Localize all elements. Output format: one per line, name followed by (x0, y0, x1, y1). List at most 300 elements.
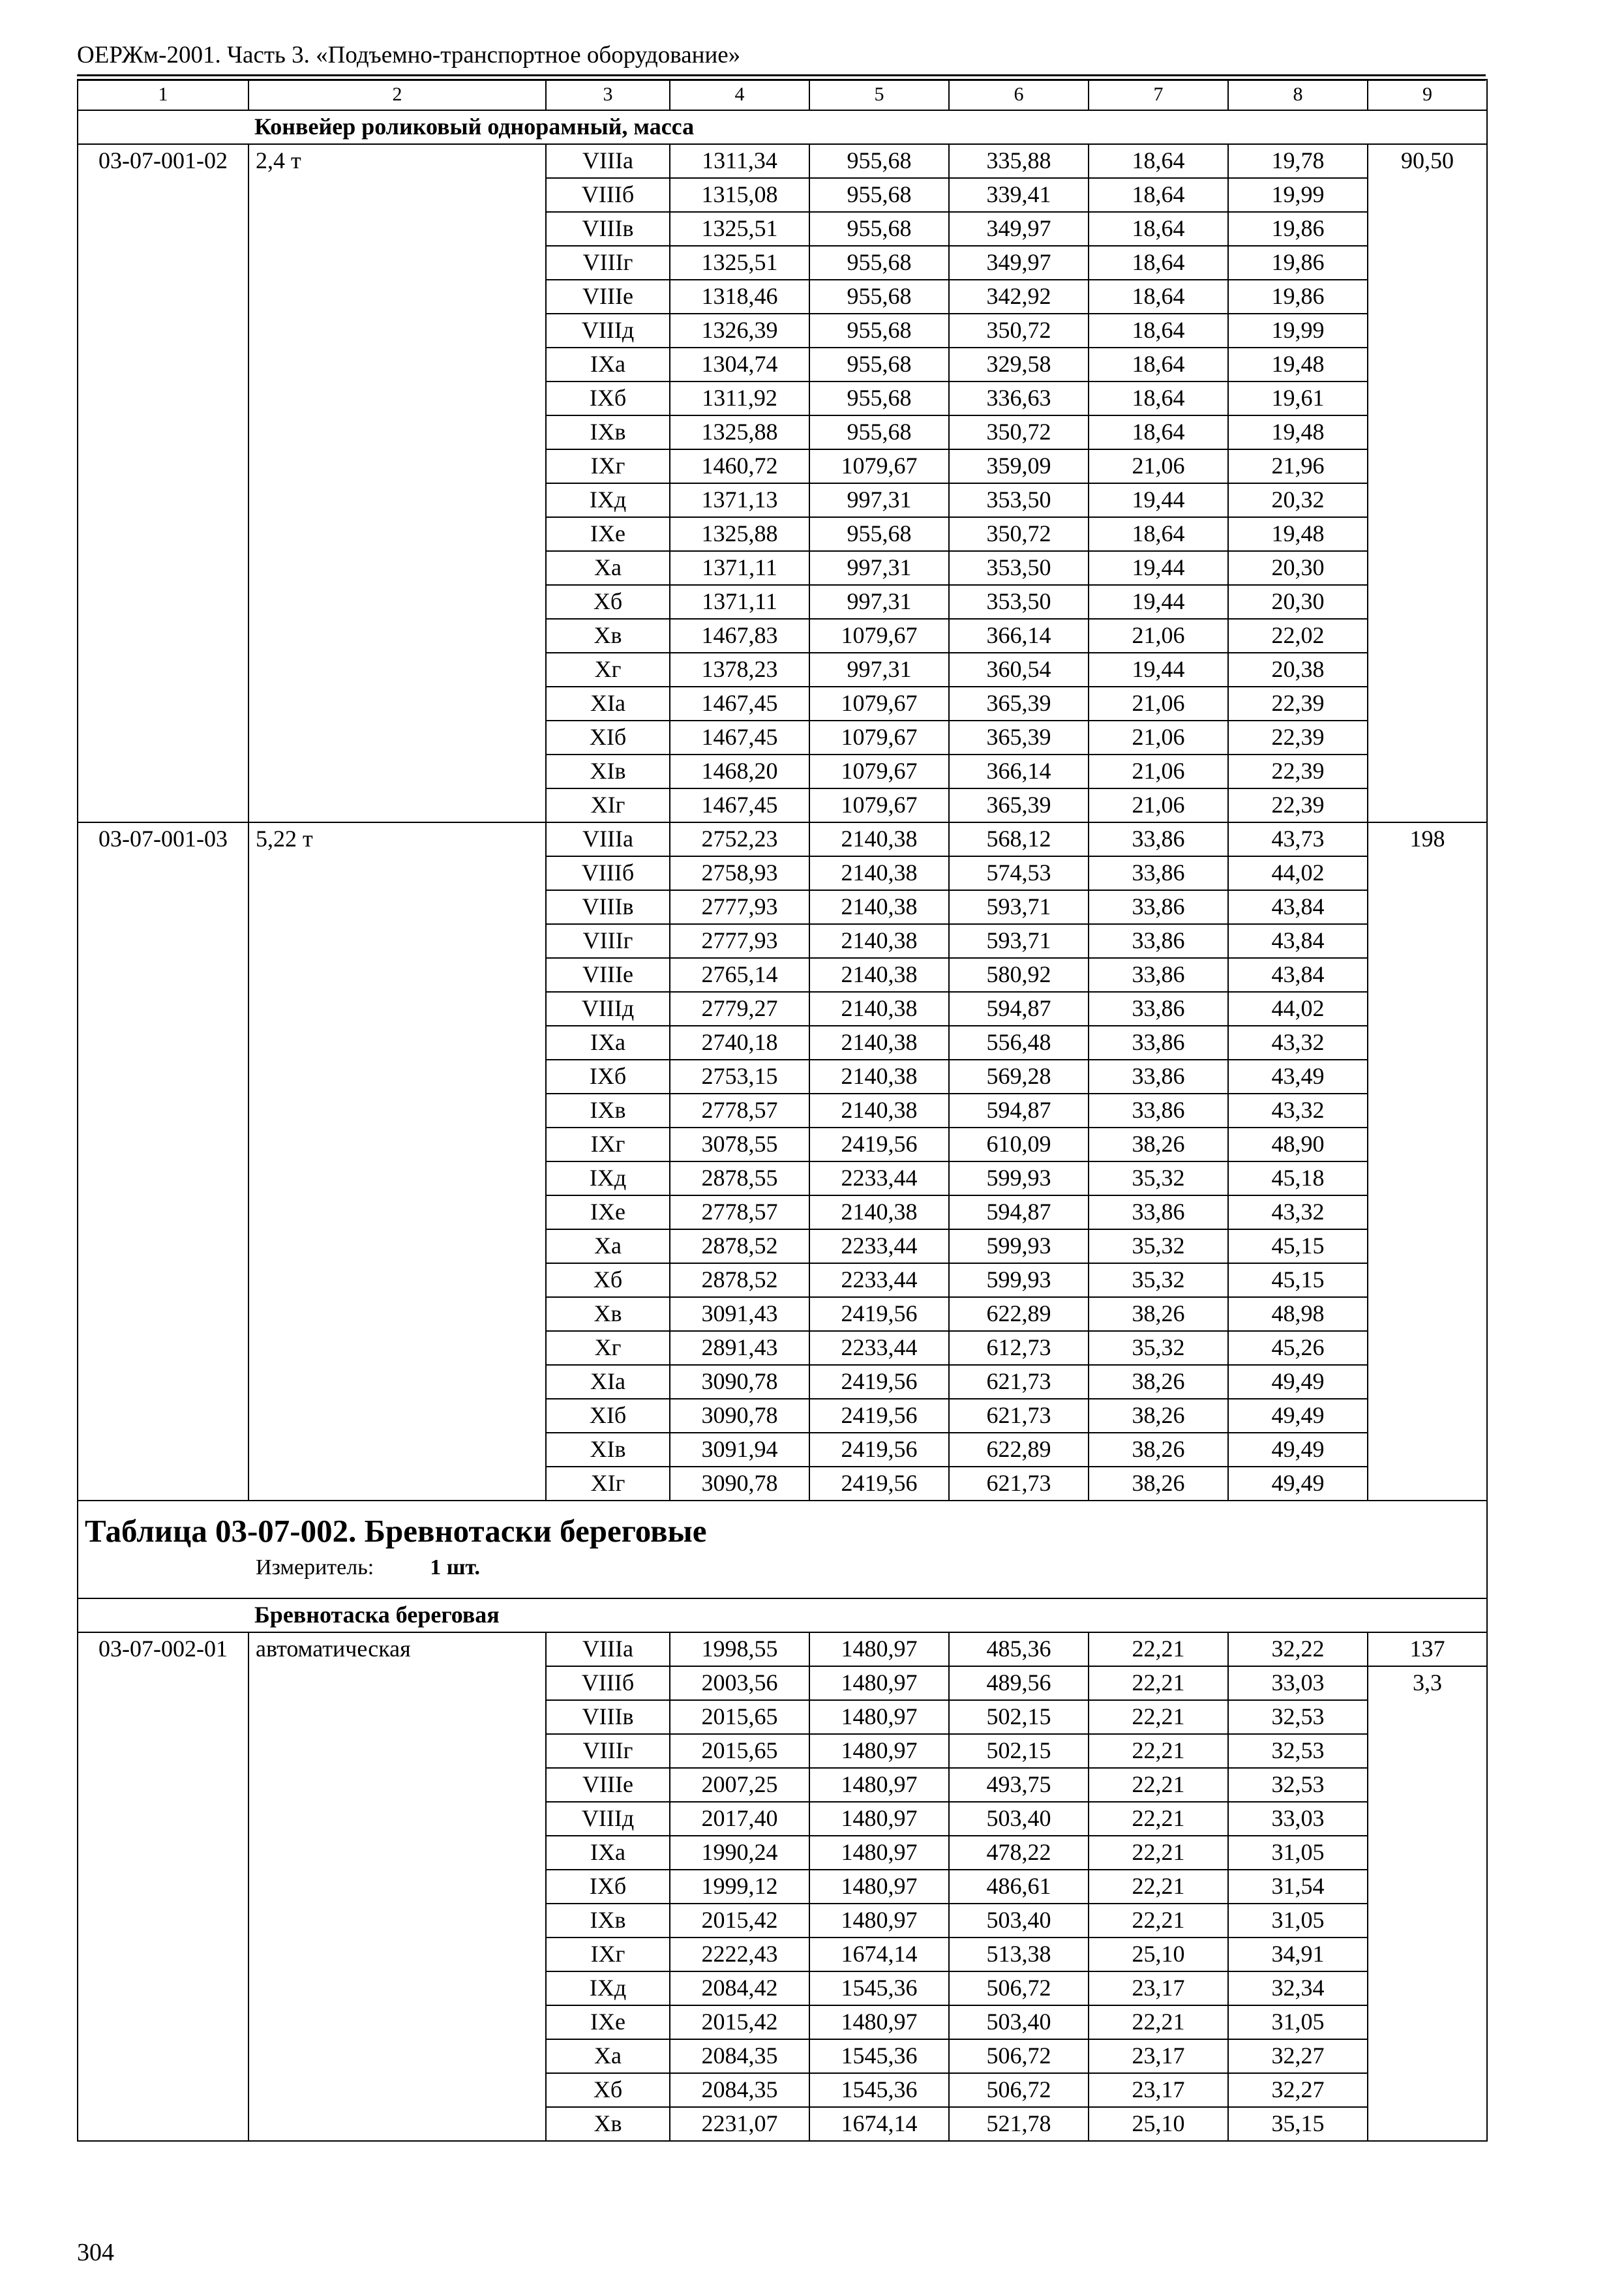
zone-cell: VIIIг (546, 246, 670, 280)
value-cell: 18,64 (1089, 212, 1228, 246)
value-cell: 48,90 (1228, 1128, 1368, 1161)
value-cell: 2015,65 (670, 1734, 809, 1768)
value-cell: 22,21 (1089, 1734, 1228, 1768)
value-cell: 366,14 (949, 619, 1089, 653)
zone-cell: VIIIб (546, 856, 670, 890)
value-cell: 335,88 (949, 144, 1089, 178)
value-cell: 45,15 (1228, 1229, 1368, 1263)
section-row (78, 110, 1487, 144)
value-cell: 622,89 (949, 1297, 1089, 1331)
rate-code: 03-07-002-01 (78, 1632, 248, 2141)
zone-cell: IXе (546, 517, 670, 551)
value-cell: 593,71 (949, 924, 1089, 958)
zone-cell: IXе (546, 1195, 670, 1229)
value-cell: 1480,97 (809, 1870, 949, 1904)
header-rule (77, 74, 1486, 76)
value-cell: 22,21 (1089, 1632, 1228, 1666)
zone-cell: IXв (546, 415, 670, 449)
value-cell: 1468,20 (670, 755, 809, 788)
value-cell: 33,03 (1228, 1802, 1368, 1836)
rates-table (77, 79, 1488, 2142)
zone-cell: VIIIб (546, 1666, 670, 1700)
value-cell: 350,72 (949, 517, 1089, 551)
value-cell: 21,06 (1089, 721, 1228, 755)
value-cell: 353,50 (949, 551, 1089, 585)
value-cell: 2878,52 (670, 1229, 809, 1263)
value-cell: 1480,97 (809, 1768, 949, 1802)
value-cell: 1325,51 (670, 246, 809, 280)
table-title-row (78, 1501, 1487, 1598)
value-cell: 19,61 (1228, 382, 1368, 415)
value-cell: 506,72 (949, 2039, 1089, 2073)
value-cell: 2084,35 (670, 2039, 809, 2073)
value-cell: 20,30 (1228, 585, 1368, 619)
value-cell: 1467,45 (670, 687, 809, 721)
value-cell: 20,32 (1228, 483, 1368, 517)
column-number: 5 (809, 80, 949, 110)
value-cell: 1480,97 (809, 1734, 949, 1768)
value-cell: 997,31 (809, 483, 949, 517)
value-cell: 19,48 (1228, 415, 1368, 449)
value-cell: 20,30 (1228, 551, 1368, 585)
value-cell: 955,68 (809, 178, 949, 212)
value-cell: 493,75 (949, 1768, 1089, 1802)
value-cell: 2015,42 (670, 2005, 809, 2039)
value-cell: 23,17 (1089, 2073, 1228, 2107)
value-cell: 1990,24 (670, 1836, 809, 1870)
col9-value: 90,50 (1368, 144, 1487, 822)
value-cell: 2084,35 (670, 2073, 809, 2107)
zone-cell: VIIIб (546, 178, 670, 212)
value-cell: 506,72 (949, 1971, 1089, 2005)
zone-cell: XIа (546, 1365, 670, 1399)
value-cell: 18,64 (1089, 415, 1228, 449)
value-cell: 2878,55 (670, 1161, 809, 1195)
value-cell: 3078,55 (670, 1128, 809, 1161)
zone-cell: VIIIе (546, 958, 670, 992)
table-title-cell (78, 1501, 1487, 1598)
value-cell: 38,26 (1089, 1297, 1228, 1331)
value-cell: 503,40 (949, 1904, 1089, 1937)
zone-cell: IXд (546, 483, 670, 517)
zone-cell: VIIIг (546, 1734, 670, 1768)
value-cell: 556,48 (949, 1026, 1089, 1060)
value-cell: 49,49 (1228, 1399, 1368, 1433)
value-cell: 2222,43 (670, 1937, 809, 1971)
value-cell: 3090,78 (670, 1365, 809, 1399)
value-cell: 35,32 (1089, 1331, 1228, 1365)
running-header: ОЕРЖм-2001. Часть 3. «Подъемно-транспортное оборудование» (77, 42, 741, 68)
rate-code: 03-07-001-03 (78, 822, 248, 1501)
value-cell: 38,26 (1089, 1399, 1228, 1433)
col9-value: 3,3 (1368, 1666, 1487, 2141)
value-cell: 2233,44 (809, 1229, 949, 1263)
value-cell: 1325,88 (670, 415, 809, 449)
value-cell: 2777,93 (670, 890, 809, 924)
value-cell: 49,49 (1228, 1467, 1368, 1501)
value-cell: 1079,67 (809, 788, 949, 822)
value-cell: 33,86 (1089, 1060, 1228, 1094)
zone-cell: Xв (546, 2107, 670, 2141)
col9-value: 198 (1368, 822, 1487, 1501)
value-cell: 2140,38 (809, 924, 949, 958)
value-cell: 45,15 (1228, 1263, 1368, 1297)
value-cell: 43,84 (1228, 924, 1368, 958)
value-cell: 33,86 (1089, 890, 1228, 924)
value-cell: 2419,56 (809, 1365, 949, 1399)
value-cell: 955,68 (809, 280, 949, 314)
value-cell: 34,91 (1228, 1937, 1368, 1971)
zone-cell: VIIIе (546, 280, 670, 314)
value-cell: 2003,56 (670, 1666, 809, 1700)
value-cell: 350,72 (949, 415, 1089, 449)
value-cell: 2753,15 (670, 1060, 809, 1094)
value-cell: 360,54 (949, 653, 1089, 687)
value-cell: 502,15 (949, 1734, 1089, 1768)
value-cell: 2777,93 (670, 924, 809, 958)
value-cell: 568,12 (949, 822, 1089, 856)
value-cell: 18,64 (1089, 246, 1228, 280)
value-cell: 18,64 (1089, 517, 1228, 551)
measure-line (78, 1551, 1486, 1581)
value-cell: 365,39 (949, 788, 1089, 822)
value-cell: 485,36 (949, 1632, 1089, 1666)
value-cell: 19,44 (1089, 483, 1228, 517)
value-cell: 22,39 (1228, 788, 1368, 822)
page-number: 304 (77, 2239, 114, 2266)
value-cell: 621,73 (949, 1365, 1089, 1399)
value-cell: 1318,46 (670, 280, 809, 314)
zone-cell: IXг (546, 1937, 670, 1971)
zone-cell: Xв (546, 619, 670, 653)
value-cell: 612,73 (949, 1331, 1089, 1365)
value-cell: 359,09 (949, 449, 1089, 483)
value-cell: 33,86 (1089, 924, 1228, 958)
value-cell: 32,27 (1228, 2039, 1368, 2073)
value-cell: 2765,14 (670, 958, 809, 992)
value-cell: 22,21 (1089, 1768, 1228, 1802)
value-cell: 486,61 (949, 1870, 1089, 1904)
zone-cell: Xа (546, 551, 670, 585)
value-cell: 2419,56 (809, 1128, 949, 1161)
zone-cell: XIг (546, 1467, 670, 1501)
value-cell: 1325,88 (670, 517, 809, 551)
value-cell: 43,84 (1228, 890, 1368, 924)
value-cell: 33,86 (1089, 1195, 1228, 1229)
value-cell: 1545,36 (809, 1971, 949, 2005)
value-cell: 599,93 (949, 1161, 1089, 1195)
value-cell: 31,05 (1228, 1836, 1368, 1870)
value-cell: 955,68 (809, 348, 949, 382)
value-cell: 19,44 (1089, 653, 1228, 687)
value-cell: 2084,42 (670, 1971, 809, 2005)
zone-cell: XIб (546, 1399, 670, 1433)
page-header (77, 40, 1486, 81)
value-cell: 22,02 (1228, 619, 1368, 653)
value-cell: 2878,52 (670, 1263, 809, 1297)
value-cell: 21,06 (1089, 755, 1228, 788)
value-cell: 599,93 (949, 1263, 1089, 1297)
value-cell: 23,17 (1089, 1971, 1228, 2005)
value-cell: 23,17 (1089, 2039, 1228, 2073)
value-cell: 19,48 (1228, 517, 1368, 551)
value-cell: 502,15 (949, 1700, 1089, 1734)
value-cell: 1378,23 (670, 653, 809, 687)
value-cell: 22,21 (1089, 1904, 1228, 1937)
section-heading: Бревнотаска береговая (78, 1598, 1487, 1632)
value-cell: 22,21 (1089, 1870, 1228, 1904)
value-cell: 342,92 (949, 280, 1089, 314)
value-cell: 33,03 (1228, 1666, 1368, 1700)
value-cell: 1326,39 (670, 314, 809, 348)
value-cell: 2017,40 (670, 1802, 809, 1836)
value-cell: 2007,25 (670, 1768, 809, 1802)
value-cell: 1311,34 (670, 144, 809, 178)
value-cell: 2140,38 (809, 1195, 949, 1229)
value-cell: 594,87 (949, 1195, 1089, 1229)
value-cell: 3090,78 (670, 1399, 809, 1433)
value-cell: 2419,56 (809, 1297, 949, 1331)
zone-cell: XIг (546, 788, 670, 822)
value-cell: 25,10 (1089, 1937, 1228, 1971)
value-cell: 1480,97 (809, 2005, 949, 2039)
value-cell: 997,31 (809, 653, 949, 687)
value-cell: 353,50 (949, 585, 1089, 619)
zone-cell: IXд (546, 1161, 670, 1195)
value-cell: 1480,97 (809, 1836, 949, 1870)
value-cell: 2140,38 (809, 890, 949, 924)
value-cell: 2779,27 (670, 992, 809, 1026)
rate-name: автоматическая (248, 1632, 546, 2141)
value-cell: 38,26 (1089, 1467, 1228, 1501)
zone-cell: IXв (546, 1094, 670, 1128)
value-cell: 32,27 (1228, 2073, 1368, 2107)
value-cell: 955,68 (809, 246, 949, 280)
value-cell: 22,21 (1089, 2005, 1228, 2039)
value-cell: 33,86 (1089, 856, 1228, 890)
zone-cell: IXб (546, 1060, 670, 1094)
value-cell: 506,72 (949, 2073, 1089, 2107)
value-cell: 32,34 (1228, 1971, 1368, 2005)
value-cell: 20,38 (1228, 653, 1368, 687)
value-cell: 489,56 (949, 1666, 1089, 1700)
value-cell: 580,92 (949, 958, 1089, 992)
zone-cell: IXг (546, 449, 670, 483)
value-cell: 2233,44 (809, 1331, 949, 1365)
zone-cell: XIв (546, 755, 670, 788)
value-cell: 19,48 (1228, 348, 1368, 382)
value-cell: 45,26 (1228, 1331, 1368, 1365)
value-cell: 1311,92 (670, 382, 809, 415)
value-cell: 569,28 (949, 1060, 1089, 1094)
value-cell: 1674,14 (809, 1937, 949, 1971)
value-cell: 19,86 (1228, 212, 1368, 246)
value-cell: 22,39 (1228, 755, 1368, 788)
value-cell: 365,39 (949, 687, 1089, 721)
value-cell: 1467,83 (670, 619, 809, 653)
value-cell: 33,86 (1089, 822, 1228, 856)
value-cell: 955,68 (809, 314, 949, 348)
column-number: 6 (949, 80, 1089, 110)
value-cell: 503,40 (949, 2005, 1089, 2039)
value-cell: 38,26 (1089, 1365, 1228, 1399)
value-cell: 1480,97 (809, 1666, 949, 1700)
value-cell: 365,39 (949, 721, 1089, 755)
value-cell: 503,40 (949, 1802, 1089, 1836)
value-cell: 43,84 (1228, 958, 1368, 992)
value-cell: 32,22 (1228, 1632, 1368, 1666)
column-number: 7 (1089, 80, 1228, 110)
value-cell: 2752,23 (670, 822, 809, 856)
value-cell: 49,49 (1228, 1365, 1368, 1399)
value-cell: 2419,56 (809, 1399, 949, 1433)
zone-cell: VIIIе (546, 1768, 670, 1802)
value-cell: 1371,11 (670, 585, 809, 619)
value-cell: 339,41 (949, 178, 1089, 212)
value-cell: 18,64 (1089, 314, 1228, 348)
value-cell: 21,96 (1228, 449, 1368, 483)
value-cell: 610,09 (949, 1128, 1089, 1161)
zone-cell: XIв (546, 1433, 670, 1467)
value-cell: 3091,43 (670, 1297, 809, 1331)
zone-cell: Xб (546, 1263, 670, 1297)
value-cell: 1480,97 (809, 1802, 949, 1836)
value-cell: 21,06 (1089, 788, 1228, 822)
value-cell: 1545,36 (809, 2073, 949, 2107)
zone-cell: VIIIд (546, 992, 670, 1026)
table-row (78, 822, 1487, 856)
value-cell: 43,49 (1228, 1060, 1368, 1094)
rate-name: 5,22 т (248, 822, 546, 1501)
zone-cell: XIа (546, 687, 670, 721)
value-cell: 1480,97 (809, 1700, 949, 1734)
value-cell: 33,86 (1089, 958, 1228, 992)
value-cell: 19,78 (1228, 144, 1368, 178)
value-cell: 19,99 (1228, 314, 1368, 348)
value-cell: 19,86 (1228, 280, 1368, 314)
value-cell: 1467,45 (670, 788, 809, 822)
value-cell: 1371,13 (670, 483, 809, 517)
value-cell: 38,26 (1089, 1128, 1228, 1161)
value-cell: 594,87 (949, 992, 1089, 1026)
value-cell: 1460,72 (670, 449, 809, 483)
value-cell: 44,02 (1228, 856, 1368, 890)
zone-cell: VIIIв (546, 212, 670, 246)
value-cell: 43,73 (1228, 822, 1368, 856)
value-cell: 19,44 (1089, 551, 1228, 585)
value-cell: 955,68 (809, 415, 949, 449)
value-cell: 2233,44 (809, 1263, 949, 1297)
value-cell: 19,44 (1089, 585, 1228, 619)
section-heading: Конвейер роликовый однорамный, масса (78, 110, 1487, 144)
value-cell: 18,64 (1089, 144, 1228, 178)
value-cell: 1480,97 (809, 1904, 949, 1937)
rate-code: 03-07-001-02 (78, 144, 248, 822)
value-cell: 22,39 (1228, 687, 1368, 721)
table-row (78, 144, 1487, 178)
value-cell: 1545,36 (809, 2039, 949, 2073)
zone-cell: IXа (546, 1026, 670, 1060)
value-cell: 1079,67 (809, 619, 949, 653)
value-cell: 22,21 (1089, 1836, 1228, 1870)
value-cell: 32,53 (1228, 1700, 1368, 1734)
value-cell: 2140,38 (809, 822, 949, 856)
zone-cell: Xб (546, 2073, 670, 2107)
value-cell: 2140,38 (809, 1094, 949, 1128)
value-cell: 955,68 (809, 517, 949, 551)
value-cell: 2231,07 (670, 2107, 809, 2141)
value-cell: 21,06 (1089, 687, 1228, 721)
value-cell: 1371,11 (670, 551, 809, 585)
column-number: 1 (78, 80, 248, 110)
value-cell: 32,53 (1228, 1768, 1368, 1802)
section-row (78, 1598, 1487, 1632)
value-cell: 1325,51 (670, 212, 809, 246)
value-cell: 2419,56 (809, 1467, 949, 1501)
value-cell: 329,58 (949, 348, 1089, 382)
value-cell: 33,86 (1089, 1026, 1228, 1060)
value-cell: 2233,44 (809, 1161, 949, 1195)
value-cell: 45,18 (1228, 1161, 1368, 1195)
zone-cell: VIIIа (546, 822, 670, 856)
column-number: 8 (1228, 80, 1368, 110)
value-cell: 2891,43 (670, 1331, 809, 1365)
value-cell: 1079,67 (809, 687, 949, 721)
value-cell: 593,71 (949, 890, 1089, 924)
value-cell: 350,72 (949, 314, 1089, 348)
zone-cell: IXа (546, 348, 670, 382)
value-cell: 1998,55 (670, 1632, 809, 1666)
column-number: 9 (1368, 80, 1487, 110)
value-cell: 22,21 (1089, 1700, 1228, 1734)
zone-cell: IXб (546, 1870, 670, 1904)
value-cell: 22,21 (1089, 1666, 1228, 1700)
value-cell: 997,31 (809, 585, 949, 619)
value-cell: 2140,38 (809, 856, 949, 890)
value-cell: 353,50 (949, 483, 1089, 517)
value-cell: 349,97 (949, 246, 1089, 280)
value-cell: 32,53 (1228, 1734, 1368, 1768)
value-cell: 1999,12 (670, 1870, 809, 1904)
value-cell: 955,68 (809, 382, 949, 415)
value-cell: 33,86 (1089, 992, 1228, 1026)
value-cell: 31,54 (1228, 1870, 1368, 1904)
zone-cell: Xг (546, 1331, 670, 1365)
zone-cell: VIIIд (546, 1802, 670, 1836)
value-cell: 33,86 (1089, 1094, 1228, 1128)
value-cell: 2140,38 (809, 1060, 949, 1094)
zone-cell: Xв (546, 1297, 670, 1331)
value-cell: 2140,38 (809, 992, 949, 1026)
value-cell: 35,32 (1089, 1161, 1228, 1195)
value-cell: 3091,94 (670, 1433, 809, 1467)
zone-cell: XIб (546, 721, 670, 755)
value-cell: 2015,65 (670, 1700, 809, 1734)
zone-cell: IXа (546, 1836, 670, 1870)
value-cell: 1304,74 (670, 348, 809, 382)
value-cell: 1079,67 (809, 449, 949, 483)
value-cell: 955,68 (809, 144, 949, 178)
value-cell: 2140,38 (809, 958, 949, 992)
zone-cell: VIIIв (546, 1700, 670, 1734)
measure-label: Измеритель: (256, 1555, 374, 1579)
value-cell: 18,64 (1089, 178, 1228, 212)
zone-cell: IXб (546, 382, 670, 415)
value-cell: 349,97 (949, 212, 1089, 246)
zone-cell: VIIIв (546, 890, 670, 924)
value-cell: 22,21 (1089, 1802, 1228, 1836)
value-cell: 1467,45 (670, 721, 809, 755)
